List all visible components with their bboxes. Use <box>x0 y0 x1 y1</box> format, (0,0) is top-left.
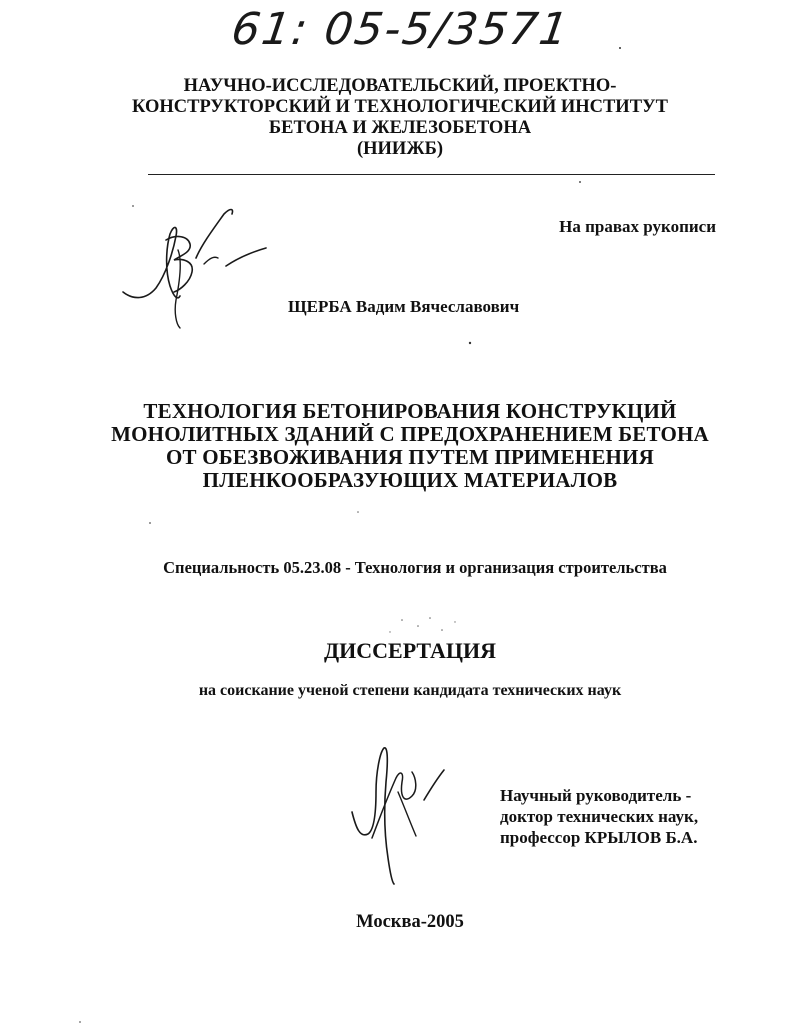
scan-speck <box>619 47 621 49</box>
author-name: ЩЕРБА Вадим Вячеславович <box>288 297 520 316</box>
scan-speck <box>149 522 151 524</box>
document-type-heading: ДИССЕРТАЦИЯ <box>324 638 496 663</box>
institute-line-1: НАУЧНО-ИССЛЕДОВАТЕЛЬСКИЙ, ПРОЕКТНО- <box>183 76 617 96</box>
scan-speck <box>132 205 134 207</box>
scan-speck <box>401 619 403 621</box>
title-line-3: ОТ ОБЕЗВОЖИВАНИЯ ПУТЕМ ПРИМЕНЕНИЯ <box>166 445 654 469</box>
institute-line-3: БЕТОНА И ЖЕЛЕЗОБЕТОНА <box>268 118 532 138</box>
supervisor-line-1: Научный руководитель - <box>500 786 692 805</box>
scan-speck <box>79 1021 81 1023</box>
institute-line-4: (НИИЖБ) <box>356 139 443 159</box>
specialty-line: Специальность 05.23.08 - Технология и организация строительства <box>163 558 667 577</box>
title-line-1: ТЕХНОЛОГИЯ БЕТОНИРОВАНИЯ КОНСТРУКЦИЙ <box>143 399 677 423</box>
supervisor-line-2: доктор технических наук, <box>500 807 699 826</box>
manuscript-rights-note: На правах рукописи <box>559 217 716 236</box>
city-and-year: Москва-2005 <box>356 912 464 932</box>
scan-speck <box>389 631 390 632</box>
institute-line-2: КОНСТРУКТОРСКИЙ И ТЕХНОЛОГИЧЕСКИЙ ИНСТИТУТ <box>132 97 668 117</box>
scan-speck <box>469 342 471 344</box>
scan-speck <box>417 625 419 627</box>
archive-code-handwritten: 61: 05-5/3571 <box>228 4 574 55</box>
scan-speck <box>441 629 443 631</box>
scan-speck <box>429 617 431 619</box>
scan-speck <box>357 511 359 513</box>
scan-speck <box>454 621 455 622</box>
title-line-4: ПЛЕНКООБРАЗУЮЩИХ МАТЕРИАЛОВ <box>202 468 618 492</box>
title-line-2: МОНОЛИТНЫХ ЗДАНИЙ С ПРЕДОХРАНЕНИЕМ БЕТОНА <box>111 422 709 446</box>
supervisor-line-3: профессор КРЫЛОВ Б.А. <box>500 828 698 847</box>
degree-line: на соискание ученой степени кандидата технических наук <box>198 682 622 699</box>
scan-speck <box>579 181 581 183</box>
